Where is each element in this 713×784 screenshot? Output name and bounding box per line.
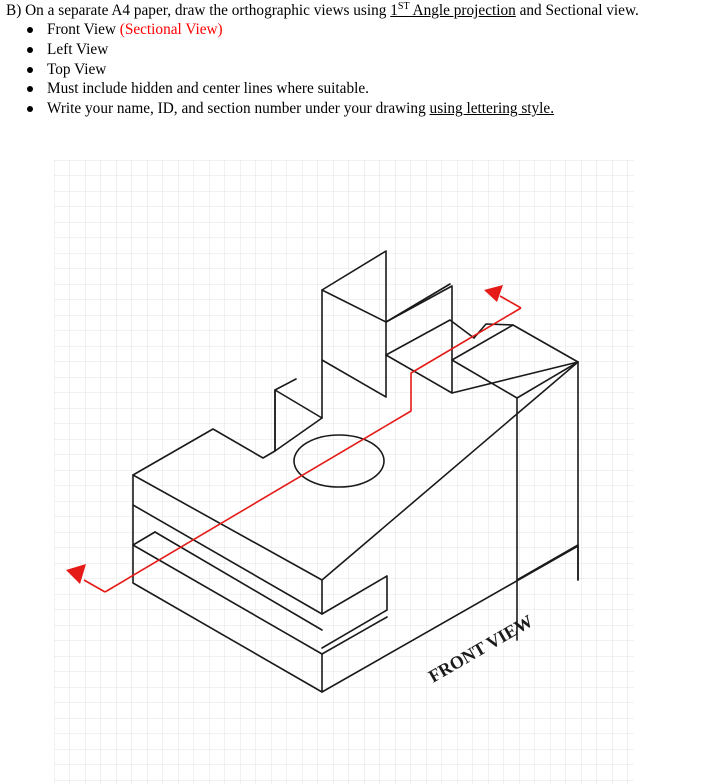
list-item-text: Front View bbox=[47, 21, 120, 38]
list-item-text: Write your name, ID, and section number under your drawing bbox=[47, 100, 430, 118]
heading-suffix: and Sectional view. bbox=[515, 2, 639, 19]
sectional-view-note: (Sectional View) bbox=[119, 21, 223, 38]
front-view-label: FRONT VIEW bbox=[425, 610, 537, 687]
heading-prefix: B) On a separate A4 paper, draw the orthographic views using bbox=[6, 2, 391, 19]
grid-background bbox=[54, 160, 634, 784]
angle-text: Angle projection bbox=[409, 2, 516, 19]
angle-superscript: ST bbox=[397, 1, 410, 12]
list-item-text: Top View bbox=[47, 60, 107, 78]
list-item-text: Must include hidden and center lines where suitable. bbox=[47, 80, 369, 98]
angle-number: 1 bbox=[390, 2, 398, 19]
list-item-text: Left View bbox=[47, 40, 109, 58]
lettering-style-note: using lettering style. bbox=[429, 100, 555, 118]
